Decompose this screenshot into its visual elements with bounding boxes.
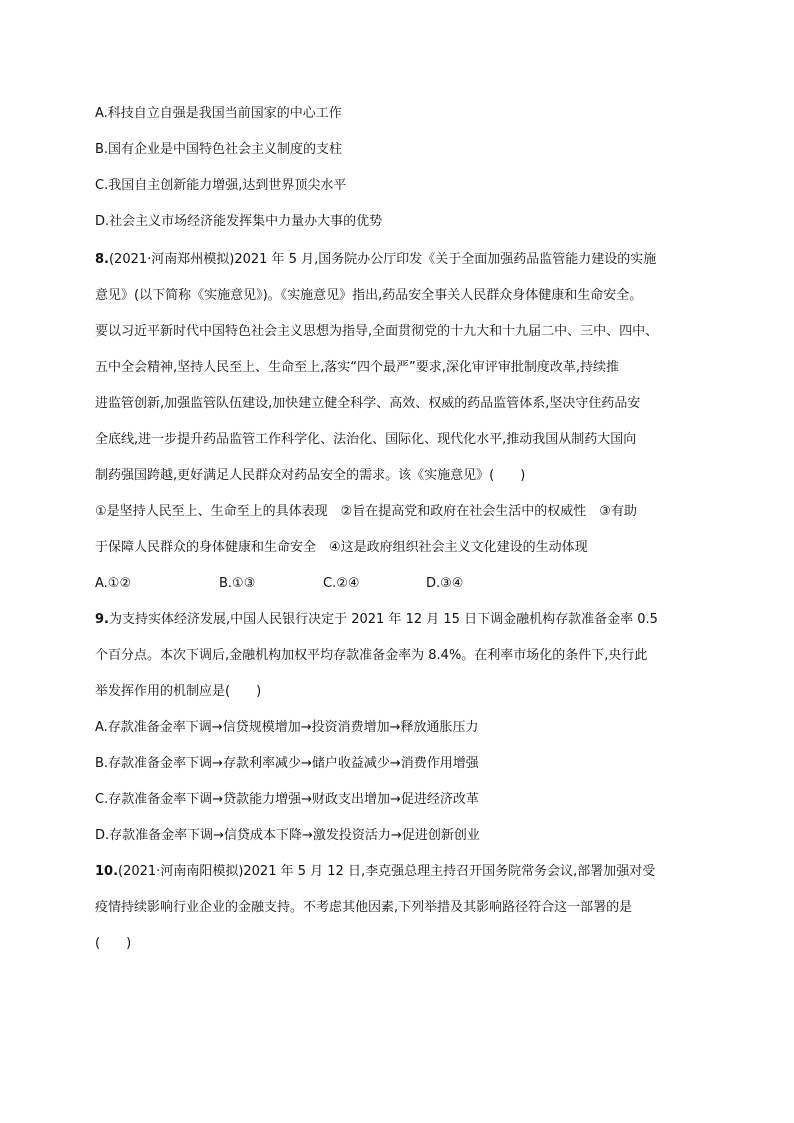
q8-line-7: 制药强国跨越,更好满足人民群众对药品安全的需求。该《实施意见》( ) (95, 468, 526, 483)
q10-line-3: ( ) (95, 936, 132, 951)
q8-choice-d: D.③④ (426, 576, 464, 591)
q8-line-2: 意见》(以下简称《实施意见》)。《实施意见》指出,药品安全事关人民群众身体健康和生命安全。 (95, 288, 643, 303)
q8-choice-a: A.①② (95, 576, 132, 591)
q8-statements-line-2: 于保障人民群众的身体健康和生命安全 ④这是政府组织社会主义文化建设的生动体现 (95, 540, 588, 555)
q8-choices (95, 574, 463, 594)
q8-line-5: 进监管创新,加强监管队伍建设,加快建立健全科学、高效、权威的药品监管体系,坚决守住药品安 (95, 396, 641, 411)
q7-option-d: D.社会主义市场经济能发挥集中力量办大事的优势 (95, 214, 383, 229)
q9-option-d: D.存款准备金率下调→信贷成本下降→激发投资活力→促进创新创业 (95, 828, 480, 843)
q8-choice-b: B.①③ (219, 576, 256, 591)
q8-statements-line-1: ①是坚持人民至上、生命至上的具体表现 ②旨在提高党和政府在社会生活中的权威性 ③有助 (95, 504, 637, 519)
q9-line-3: 举发挥作用的机制应是( ) (95, 684, 262, 699)
q9-line-2: 个百分点。本次下调后,金融机构加权平均存款准备金率为 8.4%。在利率市场化的条件下,央行此 (95, 648, 648, 663)
q8-line-6: 全底线,进一步提升药品监管工作科学化、法治化、国际化、现代化水平,推动我国从制药大国向 (95, 432, 637, 447)
q9-option-c: C.存款准备金率下调→贷款能力增强→财政支出增加→促进经济改革 (95, 792, 479, 807)
q9-text: 为支持实体经济发展,中国人民银行决定于 2021 年 12 月 15 日下调金融机构存款准备金率 0.5 (108, 612, 658, 627)
q8-line-1 (95, 250, 656, 270)
q7-option-c: C.我国自主创新能力增强,达到世界顶尖水平 (95, 178, 347, 193)
q7-option-b: B.国有企业是中国特色社会主义制度的支柱 (95, 142, 343, 157)
q10-line-1 (95, 862, 655, 882)
q10-line-2: 疫情持续影响行业企业的金融支持。不考虑其他因素,下列举措及其影响路径符合这一部署的是 (95, 900, 633, 915)
q8-choice-c: C.②④ (323, 576, 360, 591)
q10-text: (2021·河南南阳模拟)2021 年 5 月 12 日,李克强总理主持召开国务院常务会议,部署加强对受 (118, 864, 656, 879)
q9-line-1 (95, 610, 658, 630)
q8-line-4: 五中全会精神,坚持人民至上、生命至上,落实“四个最严”要求,深化审评审批制度改革,持续推 (95, 360, 619, 375)
q9-number: 9. (95, 612, 109, 627)
q10-number: 10. (95, 864, 119, 879)
q8-number: 8. (95, 252, 109, 267)
q8-line-3: 要以习近平新时代中国特色社会主义思想为指导,全面贯彻党的十九大和十九届二中、三中、四中、 (95, 324, 659, 339)
q8-text: (2021·河南郑州模拟)2021 年 5 月,国务院办公厅印发《关于全面加强药品监管能力建设的实施 (108, 252, 657, 267)
q9-option-b: B.存款准备金率下调→存款利率减少→储户收益减少→消费作用增强 (95, 756, 479, 771)
q9-option-a: A.存款准备金率下调→信贷规模增加→投资消费增加→释放通胀压力 (95, 720, 479, 735)
q7-option-a: A.科技自立自强是我国当前国家的中心工作 (95, 106, 342, 121)
